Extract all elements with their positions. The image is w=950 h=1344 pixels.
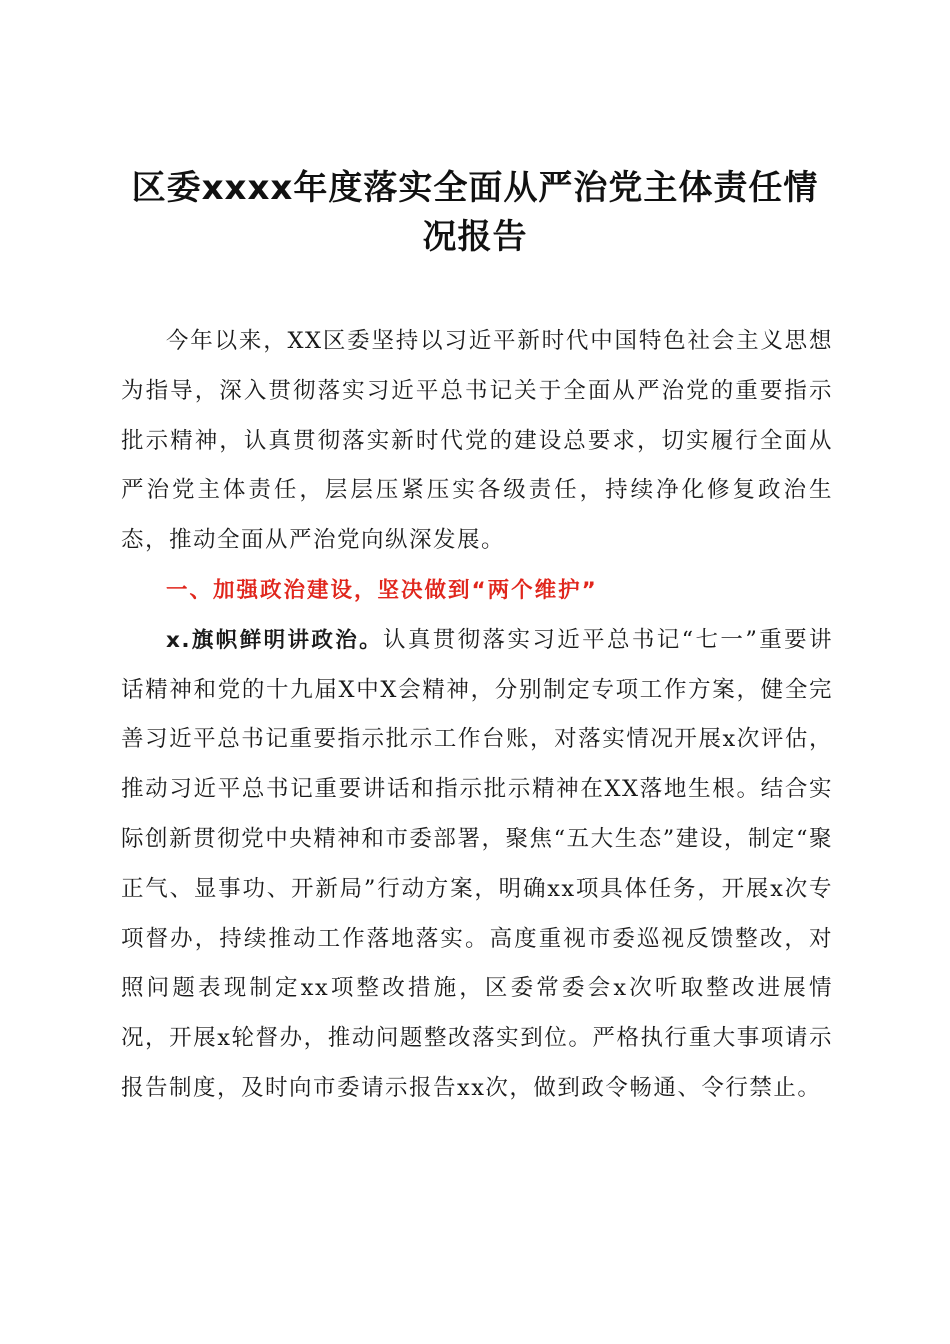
section-item-paragraph: [121, 616, 833, 1114]
document-title: 区委xxxx年度落实全面从严治党主体责任情况报告: [131, 168, 819, 257]
section-heading: [121, 566, 833, 616]
intro-paragraph: 今年以来，XX区委坚持以习近平新时代中国特色社会主义思想为指导，深入贯彻落实习近平总书记关于全面从严治党的重要指示批示精神，认真贯彻落实新时代党的建设总要求，切实履行全面从严治党主体责任，层层压紧压实各级责任，持续净化修复政治生态，推动全面从严治党向纵深发展。: [121, 328, 833, 554]
item-lead: x.旗帜鲜明讲政治。: [166, 627, 384, 653]
item-text: 认真贯彻落实习近平总书记“七一”重要讲话精神和党的十九届X中X会精神，分别制定专项工作方案，健全完善习近平总书记重要指示批示工作台账，对落实情况开展x次评估，推动习近平总书记重要讲话和指示批示精神在XX落地生根。结合实际创新贯彻党中央精神和市委部署，聚焦“五大生态”建设，制定“聚正气、显事功、开新局”行动方案，明确xx项具体任务，开展x次专项督办，持续推动工作落地落实。高度重视市委巡视反馈整改，对照问题表现制定xx项整改措施，区委常委会x次听取整改进展情况，开展x轮督办，推动问题整改落实到位。严格执行重大事项请示报告制度，及时向市委请示报告xx次，做到政令畅通、令行禁止。: [121, 626, 833, 1101]
document-body: [121, 317, 833, 1114]
section-heading-text: 一、加强政治建设，坚决做到“两个维护”: [166, 577, 598, 603]
